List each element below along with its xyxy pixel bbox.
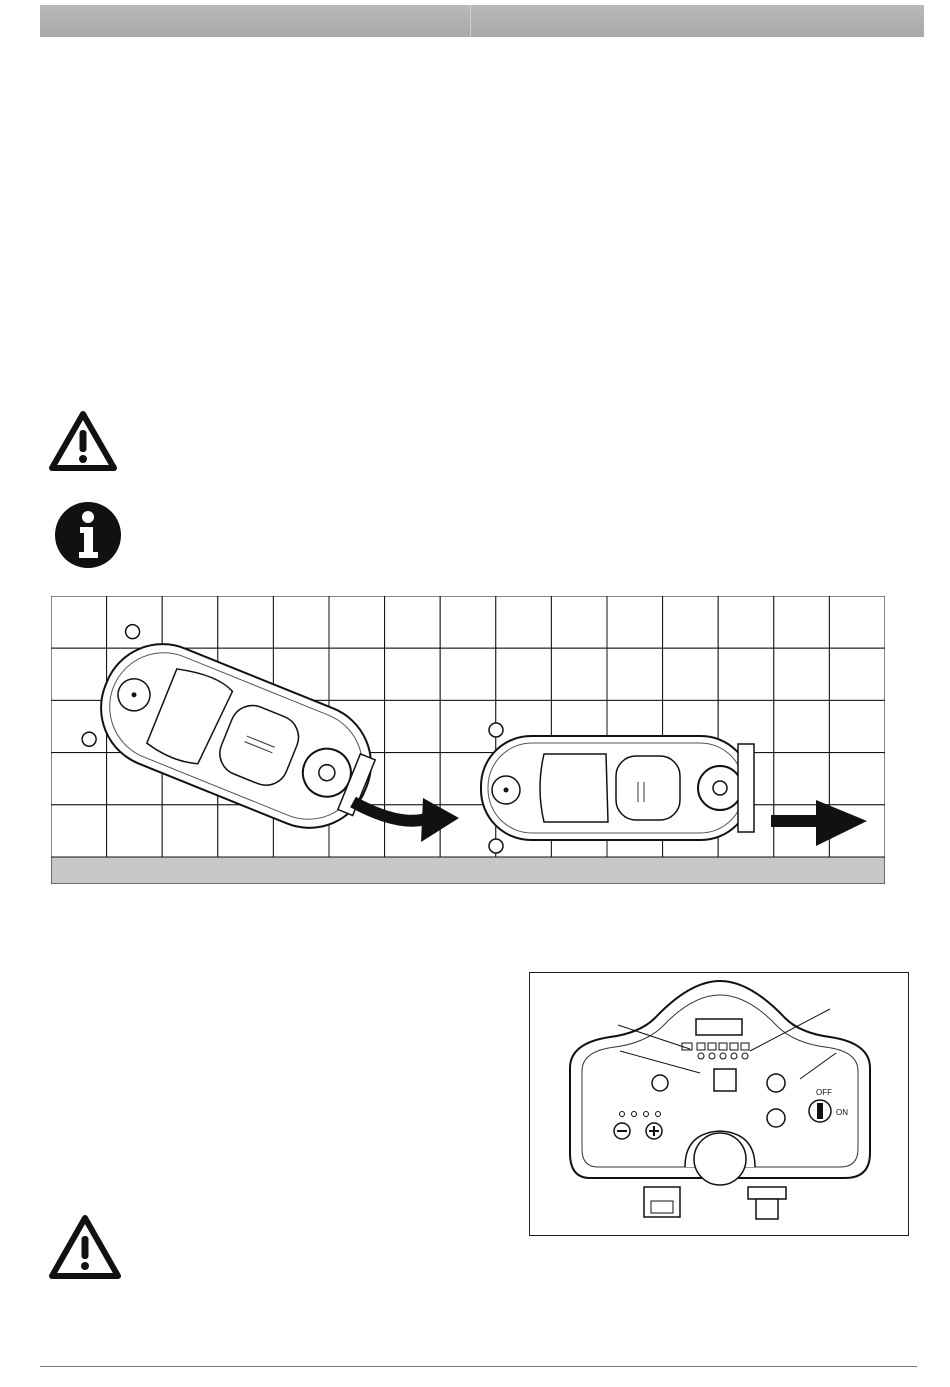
floor-tile <box>107 805 163 857</box>
maneuver-illustration <box>51 596 885 884</box>
floor-tile <box>774 596 830 648</box>
floor-tile <box>440 700 496 752</box>
floor-tile <box>551 596 607 648</box>
control-panel-illustration <box>529 972 909 1236</box>
floor-tile <box>774 648 830 700</box>
floor-tile <box>829 596 885 648</box>
floor-tile <box>829 648 885 700</box>
header-right-cell <box>471 5 924 37</box>
floor-tile <box>663 648 719 700</box>
floor-tile <box>663 596 719 648</box>
floor-tile <box>329 648 385 700</box>
floor-tile <box>385 753 441 805</box>
floor-tile <box>51 596 107 648</box>
header-left-cell <box>40 5 471 37</box>
floor-tile <box>718 596 774 648</box>
floor-tile <box>51 648 107 700</box>
floor-tile <box>51 700 107 752</box>
floor-tile <box>329 596 385 648</box>
floor-tile <box>829 753 885 805</box>
floor-tile <box>774 700 830 752</box>
floor-tile <box>607 596 663 648</box>
floor-tile <box>51 805 107 857</box>
page-header-bar <box>40 5 924 37</box>
floor-tile <box>551 648 607 700</box>
floor-tile <box>496 648 552 700</box>
machine-straight <box>481 723 754 853</box>
floor-tile <box>607 648 663 700</box>
floor-tile <box>162 596 218 648</box>
floor-tile <box>107 596 163 648</box>
floor-tile <box>385 700 441 752</box>
floor-tile <box>440 648 496 700</box>
warning-triangle-icon <box>48 1214 122 1280</box>
warning-triangle-icon <box>48 410 118 472</box>
floor-tile <box>718 648 774 700</box>
floor-tile <box>51 753 107 805</box>
info-circle-icon <box>50 500 126 570</box>
floor-tile <box>162 805 218 857</box>
floor-tile <box>385 648 441 700</box>
floor-strip <box>51 857 885 884</box>
switch-off-label: OFF <box>816 1088 832 1097</box>
footer-rule <box>40 1366 917 1367</box>
floor-tile <box>218 596 274 648</box>
floor-tile <box>385 596 441 648</box>
floor-tile <box>774 753 830 805</box>
floor-tile <box>496 596 552 648</box>
floor-tile <box>829 700 885 752</box>
switch-on-label: ON <box>836 1108 848 1117</box>
floor-tile <box>273 596 329 648</box>
floor-tile <box>440 596 496 648</box>
